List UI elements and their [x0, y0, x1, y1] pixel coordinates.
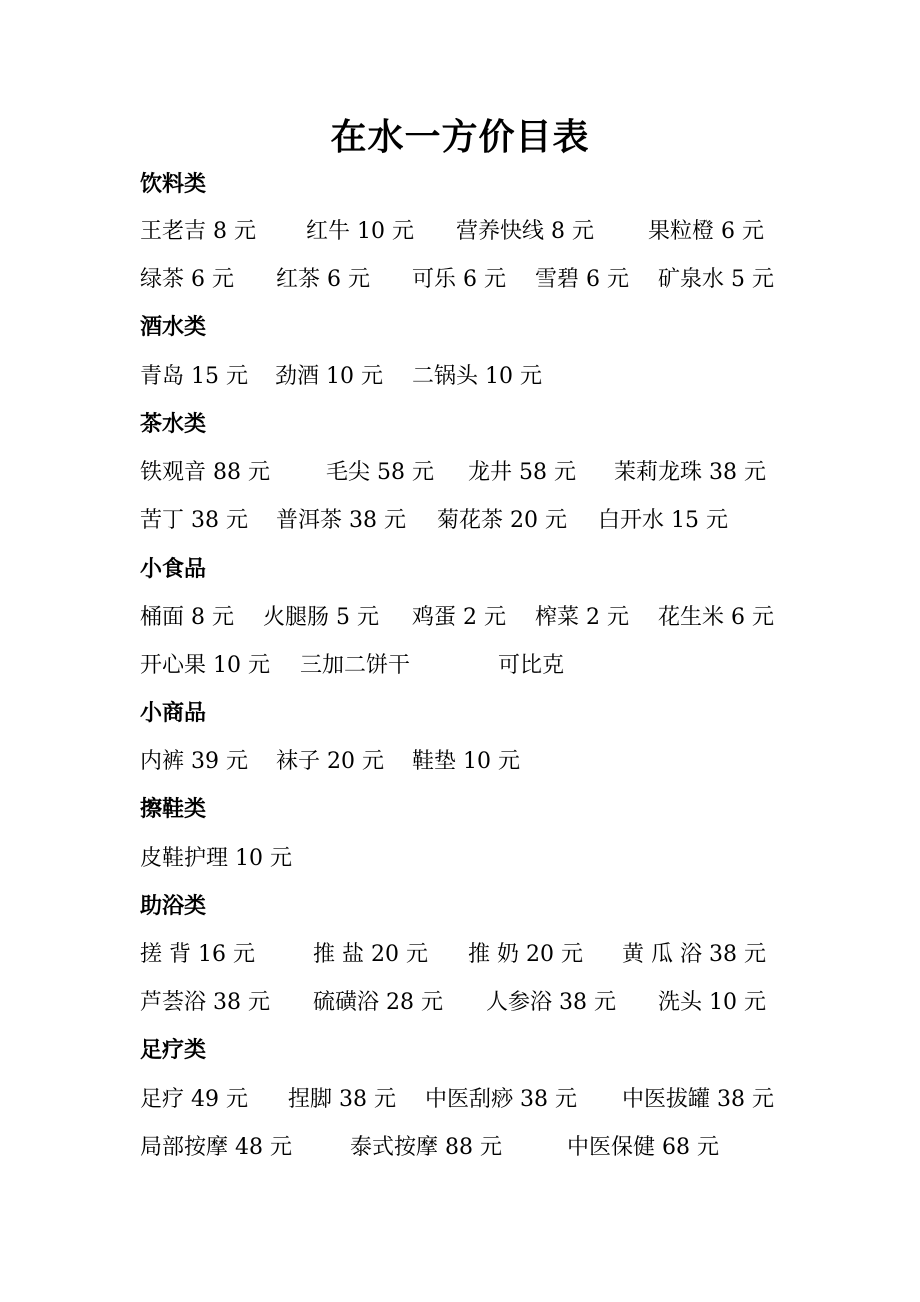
price-item: 搓 背 16 元 — [140, 942, 255, 967]
price-item: 可乐 6 元 — [412, 267, 506, 292]
price-item: 人参浴 38 元 — [486, 990, 616, 1015]
price-item: 洗头 10 元 — [658, 990, 766, 1015]
price-item: 茉莉龙珠 38 元 — [614, 460, 766, 485]
price-item: 捏脚 38 元 — [288, 1087, 396, 1112]
price-item: 内裤 39 元 — [140, 749, 248, 774]
price-item: 芦荟浴 38 元 — [140, 990, 270, 1015]
price-item: 菊花茶 20 元 — [437, 508, 567, 533]
price-item: 红茶 6 元 — [276, 267, 370, 292]
section-heading-foot: 足疗类 — [140, 1038, 207, 1063]
section-heading-tea: 茶水类 — [140, 412, 207, 437]
price-item: 推 盐 20 元 — [313, 942, 428, 967]
price-item: 花生米 6 元 — [658, 605, 774, 630]
price-item: 桶面 8 元 — [140, 605, 234, 630]
price-item: 足疗 49 元 — [140, 1087, 248, 1112]
price-item: 中医保健 68 元 — [567, 1135, 719, 1160]
price-item: 鸡蛋 2 元 — [412, 605, 506, 630]
price-item: 雪碧 6 元 — [535, 267, 629, 292]
price-item: 榨菜 2 元 — [535, 605, 629, 630]
price-item: 推 奶 20 元 — [468, 942, 583, 967]
section-heading-shoeshine: 擦鞋类 — [140, 797, 207, 822]
section-heading-drinks: 饮料类 — [140, 172, 207, 197]
price-item: 铁观音 88 元 — [140, 460, 270, 485]
price-item: 中医拔罐 38 元 — [622, 1087, 774, 1112]
price-item: 泰式按摩 88 元 — [350, 1135, 502, 1160]
price-item: 营养快线 8 元 — [456, 219, 594, 244]
price-item: 火腿肠 5 元 — [263, 605, 379, 630]
price-item: 皮鞋护理 10 元 — [140, 846, 292, 871]
price-item: 可比克 — [498, 653, 565, 678]
price-item: 袜子 20 元 — [276, 749, 384, 774]
section-heading-liquor: 酒水类 — [140, 315, 207, 340]
price-item: 黄 瓜 浴 38 元 — [622, 942, 766, 967]
price-item: 苦丁 38 元 — [140, 508, 248, 533]
section-heading-sundries: 小商品 — [140, 701, 207, 726]
price-item: 绿茶 6 元 — [140, 267, 234, 292]
price-item: 二锅头 10 元 — [412, 364, 542, 389]
price-item: 矿泉水 5 元 — [658, 267, 774, 292]
price-item: 王老吉 8 元 — [140, 219, 256, 244]
price-item: 毛尖 58 元 — [326, 460, 434, 485]
price-item: 果粒橙 6 元 — [648, 219, 764, 244]
price-item: 硫磺浴 28 元 — [313, 990, 443, 1015]
price-item: 白开水 15 元 — [598, 508, 728, 533]
price-item: 局部按摩 48 元 — [140, 1135, 292, 1160]
price-item: 鞋垫 10 元 — [412, 749, 520, 774]
page-title: 在水一方价目表 — [330, 116, 590, 158]
section-heading-snacks: 小食品 — [140, 557, 207, 582]
price-item: 普洱茶 38 元 — [276, 508, 406, 533]
price-item: 青岛 15 元 — [140, 364, 248, 389]
price-item: 开心果 10 元 — [140, 653, 270, 678]
price-item: 劲酒 10 元 — [275, 364, 383, 389]
price-item: 三加二饼干 — [300, 653, 411, 678]
price-item: 中医刮痧 38 元 — [425, 1087, 577, 1112]
section-heading-bath: 助浴类 — [140, 894, 207, 919]
price-item: 龙井 58 元 — [468, 460, 576, 485]
price-item: 红牛 10 元 — [306, 219, 414, 244]
